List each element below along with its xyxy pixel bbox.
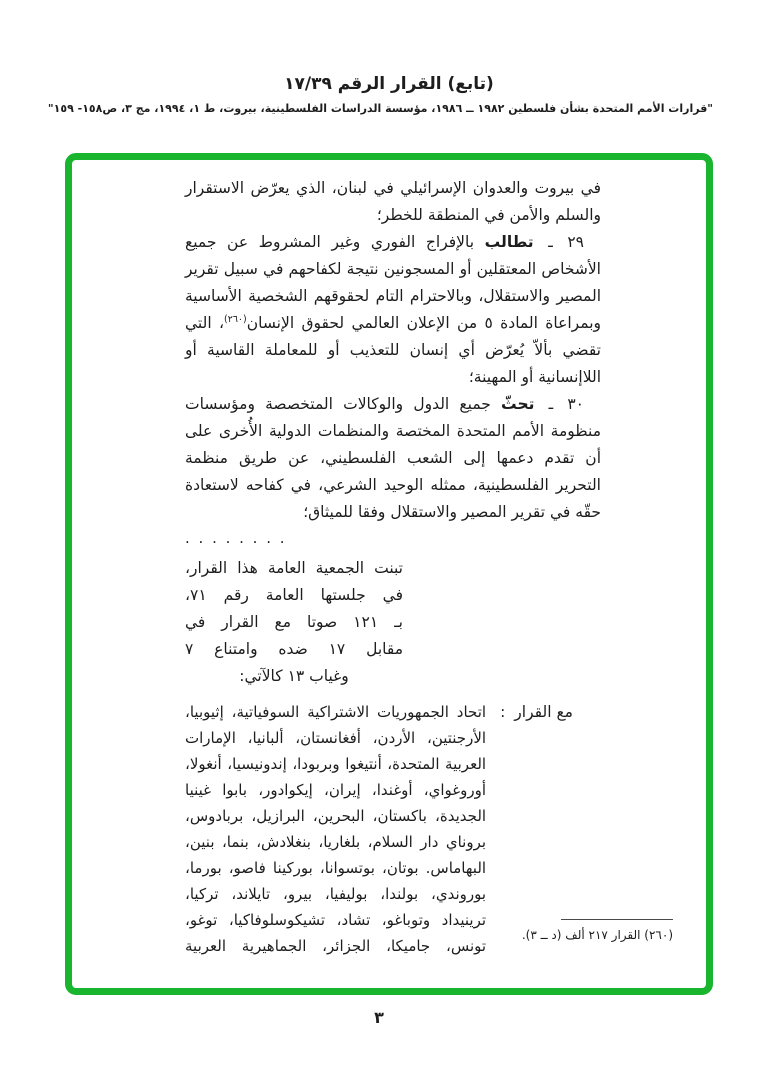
adoption-note-line: تبنت الجمعية العامة هذا القرار، xyxy=(185,559,403,577)
adoption-note xyxy=(185,555,403,690)
source-citation: "قرارات الأمم المتحدة بشأن فلسطين ١٩٨٢ ــ ١٩٨٦، مؤسسة الدراسات الفلسطينية، بيروت، ط ١، ١٩٩٤، مج ٣، ص١٥٨- ١٥٩" xyxy=(47,102,713,115)
clause-dash: ـ xyxy=(548,395,554,413)
section-ellipsis: . . . . . . . . xyxy=(185,529,287,547)
green-border-frame xyxy=(65,153,713,995)
countries-in-favour-list: اتحاد الجمهوريات الاشتراكية السوفياتية، إثيوبيا، الأرجنتين، الأردن، أفغانستان، ألبانيا، الإمارات العربية المتحدة، أنتيغوا وبربودا، إندونيسيا، أنغولا، أوروغواي، أوغندا، إيران، إيكوادور، بابوا غينيا الجديدة، باكستان، البحرين، البرازيل، بربادوس، بروناي دار السلام، بلغاريا، بنغلادش، بنما، بنين، البهاماس. بوتان، بوتسوانا، بوركينا فاصو، بورما، بوروندي، بولندا، بوليفيا، بيرو، تايلاند، تركيا، ترينيداد وتوباغو، تشاد، تشيكوسلوفاكيا، توغو، تونس، جاميكا، الجزائر، الجماهيرية العربية xyxy=(185,703,487,955)
vote-with-colon: : xyxy=(500,703,506,721)
clause-29 xyxy=(185,229,601,391)
vote-with-section xyxy=(185,699,573,959)
clause-text-continued: ، التي تقضي بألاّ يُعرّض أي إنسان للتعذيب أو للمعاملة القاسية أو اللاإنسانية أو المهينة؛ xyxy=(185,314,601,386)
clause-text: جميع الدول والوكالات المتخصصة ومؤسسات منظومة الأمم المتحدة المختصة والمنظمات الدولية الأُخرى على أن تقدم دعمها إلى الشعب الفلسطيني، عن طريق منظمة التحرير الفلسطينية، ممثله الوحيد الشرعي، في كفاحه لاستعادة حقّه في تقرير المصير والاستقلال وفقا للميثاق؛ xyxy=(185,395,601,521)
intro-paragraph: في بيروت والعدوان الإسرائيلي في لبنان، الذي يعرّض الاستقرار والسلم والأمن في المنطقة للخطر؛ xyxy=(185,179,601,224)
footnote-divider xyxy=(561,919,673,920)
footnote-block xyxy=(522,919,673,944)
adoption-note-line: في جلستها العامة رقم ٧١، xyxy=(185,586,403,604)
adoption-note-line: مقابل ١٧ ضده وامتناع ٧ xyxy=(185,640,403,658)
page-header xyxy=(47,74,713,116)
footnote-reference: (٢٦٠) xyxy=(224,314,247,325)
footnote-text: (٢٦٠) القرار ٢١٧ ألف (د ــ ٣). xyxy=(521,928,673,942)
adoption-note-line: وغياب ١٣ كالآتي: xyxy=(239,667,349,685)
clause-lead-word: تحثّ xyxy=(501,395,535,413)
adoption-note-line: بـ ١٢١ صوتا مع القرار في xyxy=(185,613,403,631)
clause-number: ٢٩ xyxy=(567,233,584,251)
page-number: ٣ xyxy=(374,1008,384,1027)
clause-30 xyxy=(185,391,601,526)
clause-number: ٣٠ xyxy=(567,395,584,413)
clause-dash: ـ xyxy=(548,233,553,251)
clause-lead-word: تطالب xyxy=(484,233,534,251)
resolution-body xyxy=(185,175,601,959)
resolution-title: (تابع) القرار الرقم ١٧/٣٩ xyxy=(284,74,494,94)
vote-with-label: مع القرار xyxy=(514,703,573,721)
clause-text: بالإفراج الفوري وغير المشروط عن جميع الأشخاص المعتقلين أو المسجونين نتيجة لكفاحهم في سبيل تقرير المصير والاستقلال، وبالاحترام التام لحقوقهم الشخصية الأساسية وبمراعاة المادة ٥ من الإعلان العالمي لحقوق الإنسان xyxy=(185,233,601,332)
